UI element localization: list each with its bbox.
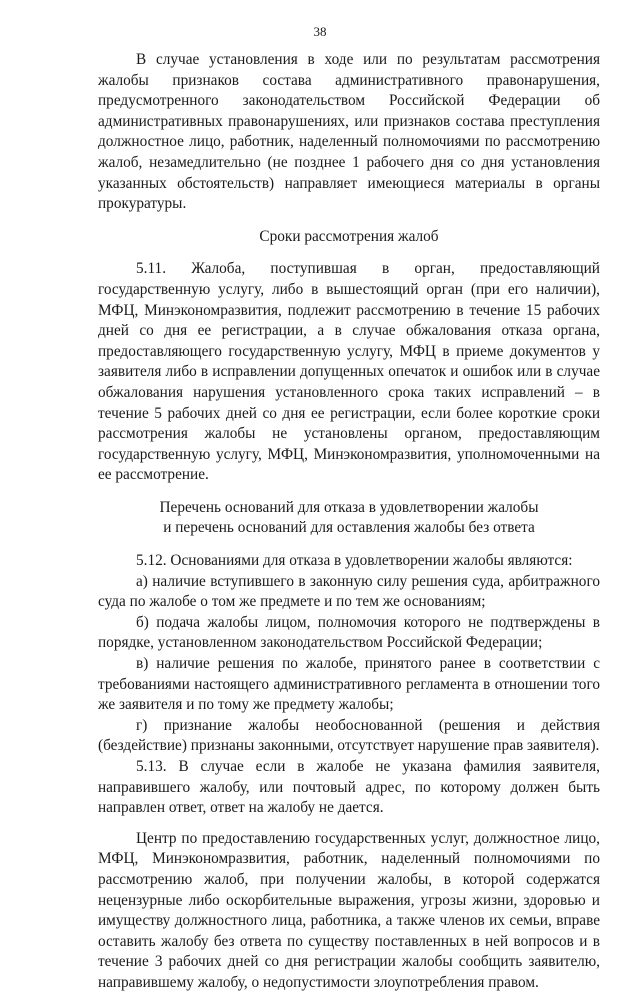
page-number: 38 (313, 24, 327, 39)
document-body (98, 50, 600, 994)
paragraph-obscene-complaints: Центр по предоставлению государственных услуг, должностное лицо, МФЦ, Минэкономразвития, работник, наделенный полномочиями по рассмотрению жалоб, при получении жалобы, в которой содержатся нецензурные либо оскорбительные выражения, угрозы жизни, здоровью и имуществу должностного лица, работника, а также членов их семьи, вправе оставить жалобу без ответа по существу поставленных в ней вопросов и в течение 3 рабочих дней со дня регистрации жалобы сообщить заявителю, направившему жалобу, о недопустимости злоупотребления правом. (98, 829, 600, 991)
heading-line-1: Перечень оснований для отказа в удовлетворении жалобы (159, 498, 539, 516)
list-item-v: в) наличие решения по жалобе, принятого ранее в соответствии с требованиями настоящего административного регламента в отношении того же заявителя и по тому же предмету жалобы; (98, 655, 600, 714)
section-heading-refusal-grounds (98, 498, 600, 539)
paragraph-5-12: 5.12. Основаниями для отказа в удовлетворении жалобы являются: (136, 552, 573, 570)
list-item-a: а) наличие вступившего в законную силу решения суда, арбитражного суда по жалобе о том же предмете и по тем же основаниям; (98, 572, 600, 611)
list-item-g: г) признание жалобы необоснованной (решения и действия (бездействие) признаны законными, отсутствует нарушение прав заявителя). (98, 716, 600, 755)
paragraph-prosecution-referral: В случае установления в ходе или по результатам рассмотрения жалобы признаков состава административного правонарушения, предусмотренного законодательством Российской Федерации об административных правонарушениях, или признаков состава преступления должностное лицо, работник, наделенный полномочиями по рассмотрению жалоб, незамедлительно (не позднее 1 рабочего дня со дня установления указанных обстоятельств) направляет имеющиеся материалы в органы прокуратуры. (98, 51, 600, 213)
paragraph-5-11: 5.11. Жалоба, поступившая в орган, предоставляющий государственную услугу, либо в вышестоящий орган (при его наличии), МФЦ, Минэкономразвития, подлежит рассмотрению в течение 15 рабочих дней со дня ее регистрации, а в случае обжалования отказа органа, предоставляющего государственную услугу, МФЦ в приеме документов у заявителя либо в исправлении допущенных опечаток и ошибок или в случае обжалования нарушения установленного срока таких исправлений – в течение 5 рабочих дней со дня ее регистрации, если более короткие сроки рассмотрения жалобы не установлены органом, предоставляющим государственную услугу, МФЦ, Минэкономразвития, уполномоченными на ее рассмотрение. (98, 260, 600, 484)
heading-line-2: и перечень оснований для оставления жалобы без ответа (163, 519, 535, 537)
section-heading-review-terms: Сроки рассмотрения жалоб (259, 227, 439, 245)
list-item-b: б) подача жалобы лицом, полномочия которого не подтверждены в порядке, установленном законодательством Российской Федерации; (98, 613, 600, 652)
paragraph-5-13: 5.13. В случае если в жалобе не указана фамилия заявителя, направившего жалобу, или почтовый адрес, по которому должен быть направлен ответ, ответ на жалобу не дается. (98, 758, 600, 817)
